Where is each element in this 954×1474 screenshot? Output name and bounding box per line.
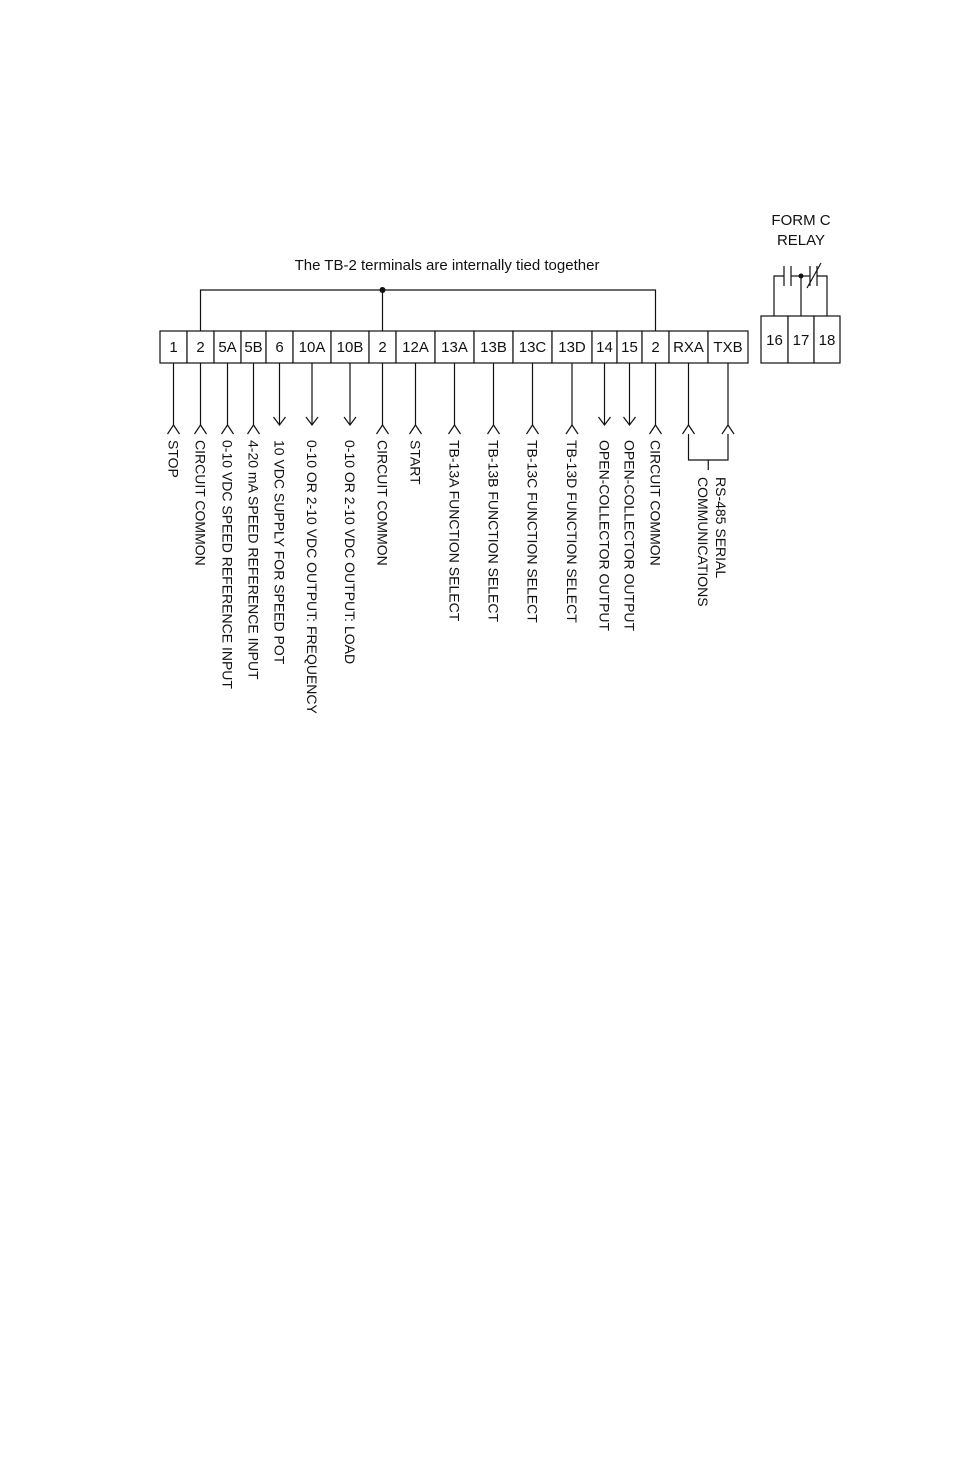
input-chevron-icon xyxy=(195,425,207,434)
serial-label-line2: COMMUNICATIONS xyxy=(695,477,711,607)
input-chevron-icon xyxy=(683,425,695,434)
input-chevron-icon xyxy=(488,425,500,434)
tie-note: The TB-2 terminals are internally tied together xyxy=(294,257,600,274)
terminal-description: TB-13C FUNCTION SELECT xyxy=(524,440,541,623)
terminal-description: 0-10 VDC SPEED REFERENCE INPUT xyxy=(219,440,236,689)
terminal-label: 10B xyxy=(336,339,364,356)
form-c-relay xyxy=(761,263,840,363)
terminal-description: 10 VDC SUPPLY FOR SPEED POT xyxy=(271,440,288,665)
tie-bus-line xyxy=(201,290,656,331)
terminal-description: CIRCUIT COMMON xyxy=(374,440,391,566)
input-chevron-icon xyxy=(527,425,539,434)
junction-dot-icon xyxy=(380,287,386,293)
terminal-label: 15 xyxy=(621,339,638,356)
terminal-description: CIRCUIT COMMON xyxy=(647,440,664,566)
input-chevron-icon xyxy=(222,425,234,434)
terminal-label: 12A xyxy=(402,339,429,356)
relay-terminal-label: 16 xyxy=(766,332,783,349)
input-chevron-icon xyxy=(650,425,662,434)
serial-bracket xyxy=(689,434,729,460)
input-chevron-icon xyxy=(566,425,578,434)
relay-terminal-label: 17 xyxy=(792,332,810,349)
terminal-label: 2 xyxy=(651,339,660,356)
tb2-terminal-strip xyxy=(160,331,748,363)
relay-title-line1: FORM C xyxy=(771,212,831,229)
terminal-label: 5A xyxy=(218,339,237,356)
terminal-label: RXA xyxy=(673,339,704,356)
input-chevron-icon xyxy=(168,425,180,434)
terminal-description: TB-13D FUNCTION SELECT xyxy=(564,440,580,623)
terminal-description: TB-13A FUNCTION SELECT xyxy=(446,440,463,622)
relay-lead-16 xyxy=(774,276,784,316)
terminal-label: 13C xyxy=(518,339,547,356)
input-chevron-icon xyxy=(377,425,389,434)
terminal-description: 0-10 OR 2-10 VDC OUTPUT: LOAD xyxy=(342,440,358,665)
serial-comms-group xyxy=(695,477,729,607)
terminal-label: 13A xyxy=(441,339,468,356)
relay-title-line2: RELAY xyxy=(776,232,826,249)
terminal-label: 14 xyxy=(596,339,613,356)
terminal-label: 2 xyxy=(196,339,205,356)
input-chevron-icon xyxy=(248,425,260,434)
terminal-label: 1 xyxy=(169,339,178,356)
terminal-label: 5B xyxy=(244,339,263,356)
terminal-description: START xyxy=(407,440,424,485)
relay-lead-18 xyxy=(817,276,827,316)
terminal-description: STOP xyxy=(165,440,182,478)
terminal-label: 2 xyxy=(378,339,387,356)
terminal-description: OPEN-COLLECTOR OUTPUT xyxy=(621,440,638,632)
terminal-label: 13B xyxy=(480,339,507,356)
terminal-label: 6 xyxy=(275,339,284,356)
relay-terminal-label: 18 xyxy=(818,332,836,349)
terminal-description: OPEN-COLLECTOR OUTPUT xyxy=(596,440,613,632)
input-chevron-icon xyxy=(449,425,461,434)
terminal-label: TXB xyxy=(713,339,743,356)
terminal-description: 0-10 OR 2-10 VDC OUTPUT: FREQUENCY xyxy=(304,440,320,714)
serial-label-line1: RS-485 SERIAL xyxy=(713,477,729,579)
terminal-description: 4-20 mA SPEED REFERENCE INPUT xyxy=(245,440,262,680)
terminal-description: CIRCUIT COMMON xyxy=(192,440,209,566)
input-chevron-icon xyxy=(410,425,422,434)
terminal-label: 13D xyxy=(558,339,586,356)
common-tie-bus xyxy=(201,287,656,331)
terminal-descriptions xyxy=(166,440,664,714)
terminal-description: TB-13B FUNCTION SELECT xyxy=(485,440,502,623)
terminal-label: 10A xyxy=(298,339,326,356)
input-chevron-icon xyxy=(722,425,734,434)
